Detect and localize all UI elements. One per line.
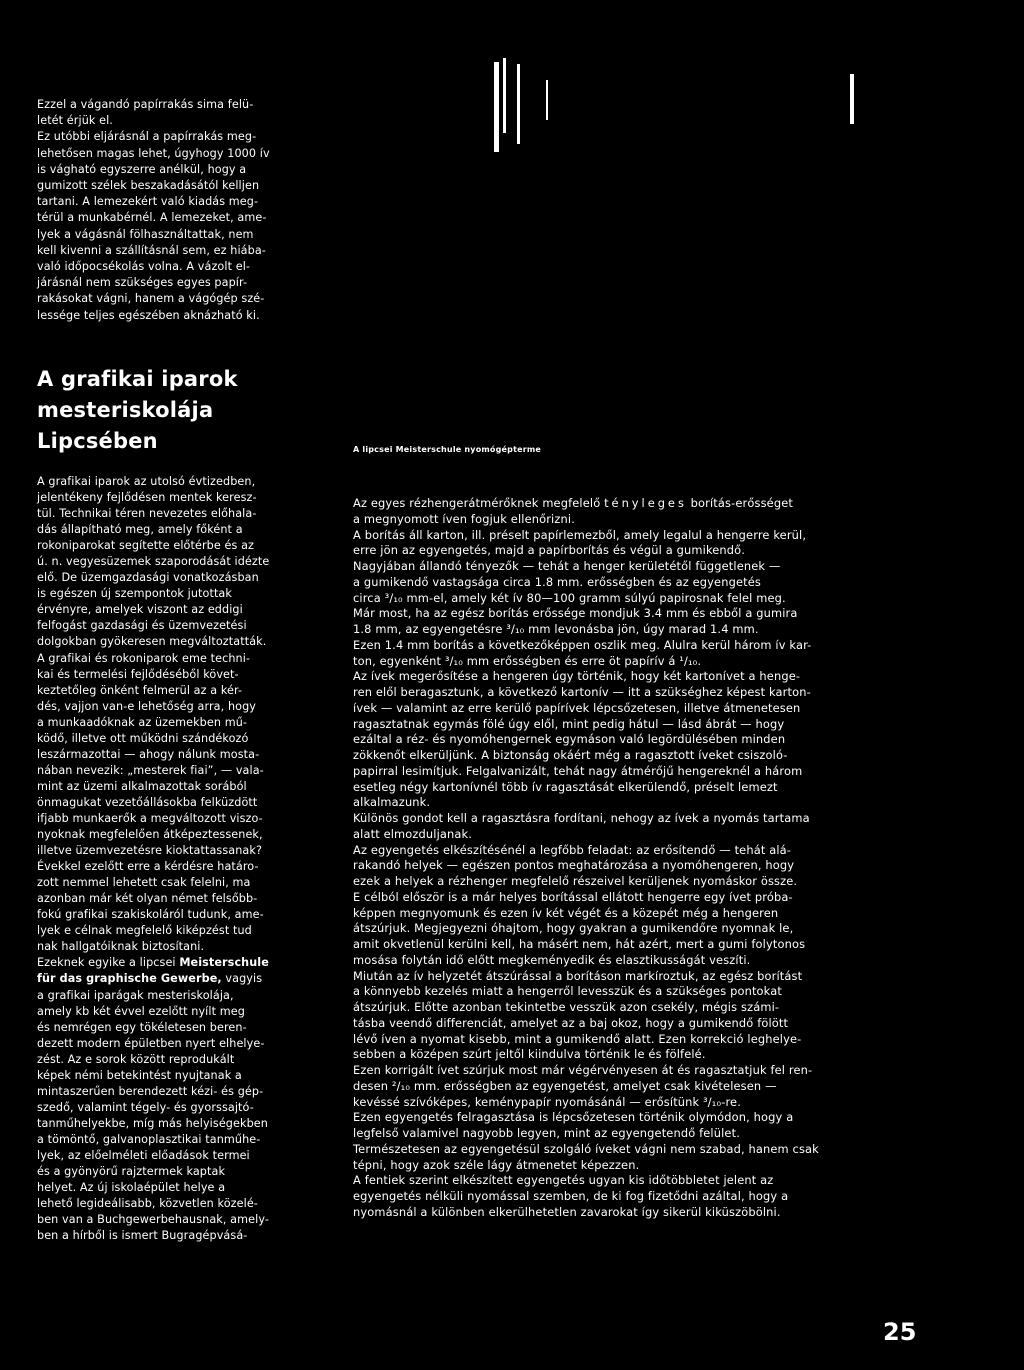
text-line: Természetesen az egyengetésül szolgáló íveket vágni nem szabad, hanem csak — [353, 1141, 819, 1156]
text-line: rokoniparokat segítette előtérbe és az — [37, 539, 255, 553]
text-line: ragasztatnak egymás fölé úgy elől, mint pedig hátul — lásd ábrát — hogy — [353, 716, 785, 731]
text-line: ú. n. vegyesüzemek szaporodását idézte — [37, 555, 270, 569]
text-line: A fentiek szerint elkészített egyengetés ugyan kis időtöbbletet jelent az — [353, 1173, 774, 1188]
text-line: felfogást gazdasági és üzemvezetési — [37, 619, 247, 633]
photo-edge-strip — [546, 80, 548, 120]
text-line: kevéssé szívóképes, keménypapír nyomásánál — erősítünk ³/₁₀-re. — [353, 1094, 741, 1109]
school-name: Meisterschule — [179, 956, 269, 970]
text-line: amely kb két évvel ezelőtt nyílt meg — [37, 1004, 245, 1018]
text-line: kai és termelési fejlődéséből követ- — [37, 667, 239, 681]
text-line: desen ²/₁₀ mm. erősségben az egyengetést, amelyet csak kivételesen — — [353, 1078, 777, 1093]
text-line: azonban már két olyan német felsőbb- — [37, 892, 258, 906]
article-title — [37, 364, 305, 457]
text-line: alatt elmozduljanak. — [353, 826, 473, 841]
text-line: a megnyomott íven fogjuk ellenőrizni. — [353, 511, 575, 526]
text-line: és nemrégen egy tökéletesen beren- — [37, 1020, 247, 1034]
text-line: nak hallgatóiknak biztosítani. — [37, 940, 205, 954]
text-line: is vágható egyszerre anélkül, hogy a — [37, 162, 247, 176]
text-line: zökkenőt elkerüljünk. A biztonság okáért még a ragasztott íveket csiszoló- — [353, 748, 788, 762]
text-line: kell kivenni a szállításnál sem, ez hiába- — [37, 243, 266, 257]
text-line: mint az üzemi alkalmazottak sorából — [37, 779, 247, 793]
text-line: legfelső valamivel nagyobb legyen, mint az egyengetendő felület. — [353, 1126, 740, 1140]
text-line: ködő, illetve ott működni szándékozó — [37, 731, 249, 745]
text-line: papirral lesimítjuk. Felgalvanizált, tehát nagy átmérőjű hengereknél a három — [353, 763, 803, 778]
text-line: keztetőleg önként felmerül az a kér- — [37, 683, 243, 697]
school-name: für das graphische Gewerbe, — [37, 972, 222, 986]
text-line: A borítás áll karton, ill. préselt papírlemezből, amely legalul a hengerre kerül, — [353, 527, 807, 542]
text-line: tanműhelyekbe, míg más helyiségekben — [37, 1116, 268, 1130]
text-span: Az egyes rézhengerátmérőknek megfelelő — [353, 496, 605, 510]
text-line: Ezen egyengetés felragasztása is lépcsőzetesen történik olymódon, hogy a — [353, 1110, 794, 1125]
right-column-body — [353, 496, 925, 1221]
text-line: a munkaadóknak az üzemekben mű- — [37, 715, 248, 729]
text-line: tépni, hogy azok széle lágy átmenetet képezzen. — [353, 1157, 640, 1172]
text-line: önmagukat vezetőállásokba felküzdött — [37, 795, 258, 809]
text-line: szedő, valamint tégely- és gyorssajtó- — [37, 1100, 254, 1114]
photo-edge-strip — [517, 64, 520, 144]
text-line — [37, 955, 309, 971]
text-line: gumizott szélek beszakadásától kelljen — [37, 179, 260, 193]
text-line — [37, 971, 309, 987]
text-line: a könnyebb kezelés miatt a hengerről levesszük és a szükséges pontokat — [353, 984, 782, 999]
title-line: mesteriskolája — [37, 398, 214, 422]
text-line: lyek a vágásnál fölhasználtattak, nem — [37, 227, 254, 241]
text-line: Ezzel a vágandó papírrakás sima felü- — [37, 98, 254, 111]
text-line: Ezen korrigált ívet szúrjuk most már végérvényesen át és ragasztatjuk fel ren- — [353, 1063, 813, 1077]
text-line: dezett modern épületben nyert elhelye- — [37, 1036, 265, 1050]
text-line: rakandó helyek — egészen pontos meghatározása a nyomóhengeren, hogy — [353, 858, 795, 873]
text-line: Nagyjában állandó tényezők — tehát a henger kerületétől függetlenek — — [353, 559, 781, 573]
text-line: illetve üzemvezetésre kioktattassanak? — [37, 844, 263, 858]
text-line: ívek — valamint az erre kerülő papírívek lépcsőzetesen, illetve átmenetesen — [353, 700, 801, 715]
text-line: Ez utóbbi eljárásnál a papírrakás meg- — [37, 130, 257, 144]
text-line: Az ívek megerősítése a hengeren úgy történik, hogy két kartonívet a henge- — [353, 669, 801, 684]
text-line: alkalmazunk. — [353, 795, 431, 810]
text-line: erre jön az egyengetés, majd a papírborítás és végül a gumikendő. — [353, 543, 746, 558]
text-span: vagyis — [221, 972, 263, 986]
intro-paragraph — [37, 97, 305, 324]
text-line: ton, egyenként ³/₁₀ mm erősségben és erre öt papírív á ¹/₁₀. — [353, 653, 702, 668]
text-line: esetleg négy kartonívnél több ív ragasztását elkerülendő, préselt lemezt — [353, 779, 778, 794]
text-line: lessége teljes egészében aknázható ki. — [37, 308, 260, 322]
text-line: letét érjük el. — [37, 114, 113, 128]
text-line: egyengetés nélküli nyomással szemben, de ki fog fizetődni azáltal, hogy a — [353, 1189, 789, 1203]
text-line: mosása folytán idő előtt megkeményedik és elasztikusságát veszíti. — [353, 952, 751, 967]
text-line: leszármazottai — ahogy nálunk mosta- — [37, 747, 260, 761]
text-line: jelentékeny fejlődésen mentek keresz- — [37, 491, 257, 505]
text-line: zést. Az e sorok között reprodukált — [37, 1052, 235, 1066]
text-line: nyoknak megfelelően átképeztessenek, — [37, 828, 263, 842]
text-line: is egészen új szempontok jutottak — [37, 587, 232, 601]
text-line: lyek e célnak megfelelő kiképzést tud — [37, 924, 252, 938]
title-line: A grafikai iparok — [37, 367, 238, 391]
text-line: a grafikai iparágak mesteriskolája, — [37, 988, 234, 1002]
text-line: tásba veendő differenciát, amelyet az a baj okoz, hogy a gumikendő fölött — [353, 1015, 789, 1030]
text-line: E célból először is a már helyes borítással ellátott hengerre egy ívet próba- — [353, 889, 793, 904]
text-line: elő. De üzemgazdasági vonatkozásban — [37, 571, 259, 585]
text-line: képpen megnyomunk és ezen ív két végét és a közepét még a hengeren — [353, 905, 779, 920]
text-line: érvényre, amelyek viszont az eddigi — [37, 603, 243, 617]
text-line: tartani. A lemezekért való kiadás meg- — [37, 195, 259, 209]
text-line: járásnál nem szükséges egyes papír- — [37, 276, 248, 290]
text-line: Különös gondot kell a ragasztásra fordítani, nehogy az ívek a nyomás tartama — [353, 811, 810, 825]
text-line: ren elől beragasztunk, a következő kartonív — itt a szükséghez képest karton- — [353, 685, 811, 699]
text-line: Ezen 1.4 mm borítás a következőképpen oszlik meg. Alulra kerül három ív kar- — [353, 637, 812, 652]
text-span: Ezeknek egyike a lipcsei — [37, 956, 180, 970]
text-line: átszúrjuk. Megjegyezni óhajtom, hogy gyakran a gumikendőre nyomnak le, — [353, 921, 794, 936]
text-line: dolgokban gyökeresen megváltoztatták. — [37, 635, 267, 649]
text-line: képek némi betekintést nyujtanak a — [37, 1068, 242, 1082]
text-line: térül a munkabérnél. A lemezeket, ame- — [37, 211, 267, 225]
text-line: zott nemmel lehetett csak felelni, ma — [37, 876, 251, 890]
text-line: tül. Technikai téren nevezetes előhala- — [37, 507, 257, 521]
page-number: 25 — [883, 1318, 917, 1346]
text-line: rakásokat vágni, hanem a vágógép szé- — [37, 292, 265, 306]
text-line: lehető legideálisabb, közvetlen közelé- — [37, 1197, 258, 1211]
text-line: a tömöntő, galvanoplasztikai tanműhe- — [37, 1132, 261, 1146]
text-line: Már most, ha az egész borítás erőssége mondjuk 3.4 mm és ebből a gumira — [353, 606, 798, 621]
text-line: sebben a középen szúrt jeltől kiindulva történik le és fölfelé. — [353, 1047, 706, 1062]
text-line: lyek, az előelméleti előadások termei — [37, 1148, 250, 1162]
photo-edge-strip — [494, 62, 499, 152]
text-line: ben a hírből is ismert Bugragépvásá- — [37, 1229, 248, 1243]
text-line: való időpocsékolás volna. A vázolt el- — [37, 260, 251, 274]
text-line: amit okvetlenül kerülni kell, ha másért nem, hát azért, mert a gumi folytonos — [353, 937, 806, 951]
text-line: A grafikai iparok az utolsó évtizedben, — [37, 475, 256, 488]
text-line: és a gyönyörű rajztermek kaptak — [37, 1165, 226, 1179]
text-line: a gumikendő vastagsága circa 1.8 mm. erősségben és az egyengetés — [353, 574, 761, 589]
text-line: ben van a Buchgewerbehausnak, amely- — [37, 1213, 269, 1227]
text-line: mintaszerűen berendezett kézi- és gép- — [37, 1084, 264, 1098]
photo-edge-strip — [850, 74, 854, 124]
text-span: borítás-erősséget — [686, 496, 793, 510]
text-line: dés, vajjon van-e lehetőség arra, hogy — [37, 699, 257, 713]
text-line: Az egyengetés elkészítésénél a legfőbb feladat: az erősítendő — tehát alá- — [353, 842, 792, 857]
text-line: nában nevezik: „mesterek fiai”, — vala- — [37, 763, 264, 777]
text-line: lehetősen magas lehet, úgyhogy 1000 ív — [37, 146, 270, 160]
text-line: 1.8 mm, az egyengetésre ³/₁₀ mm levonásba jön, úgy marad 1.4 mm. — [353, 622, 759, 636]
text-line: fokú grafikai szakiskoláról tudunk, ame- — [37, 908, 264, 922]
text-line: circa ³/₁₀ mm-el, amely két ív 80—100 gramm súlyú papirosnak felel meg. — [353, 590, 786, 605]
title-line: Lipcsében — [37, 429, 158, 453]
text-line: A grafikai és rokoniparok eme techni- — [37, 651, 251, 665]
photo-edge-strip — [503, 58, 506, 133]
text-line: ezek a helyek a rézhenger megfelelő részeivel kerüljenek nyomáskor össze. — [353, 874, 798, 888]
text-line: Miután az ív helyzetét átszúrással a borításon markíroztuk, az egész borítást — [353, 968, 803, 983]
left-column-body — [37, 474, 309, 1244]
photo-caption: A lipcsei Meisterschule nyomógépterme — [353, 445, 542, 454]
text-line: átszúrjuk. Előtte azonban tekintetbe vesszük azon csekély, mégis számi- — [353, 1000, 780, 1014]
text-line: nyomásnál a különben elkerülhetetlen zavarokat így sikerül kiküszöbölni. — [353, 1204, 781, 1219]
text-line: helyet. Az új iskolaépület helye a — [37, 1181, 226, 1195]
text-line: ifjabb munkaerők a megváltozott viszo- — [37, 811, 263, 825]
text-line: dás állapítható meg, amely főként a — [37, 523, 243, 537]
text-line — [353, 496, 925, 512]
text-line: Évekkel ezelőtt erre a kérdésre határo- — [37, 860, 259, 874]
text-line: lévő íven a nyomat kisebb, mint a gumikendő alatt. Ezen korrekció leghelye- — [353, 1031, 802, 1046]
text-line: ezáltal a réz- és nyomóhengernek egymáson való legördülésében minden — [353, 732, 786, 747]
emphasized-word: tényleges — [604, 496, 687, 510]
